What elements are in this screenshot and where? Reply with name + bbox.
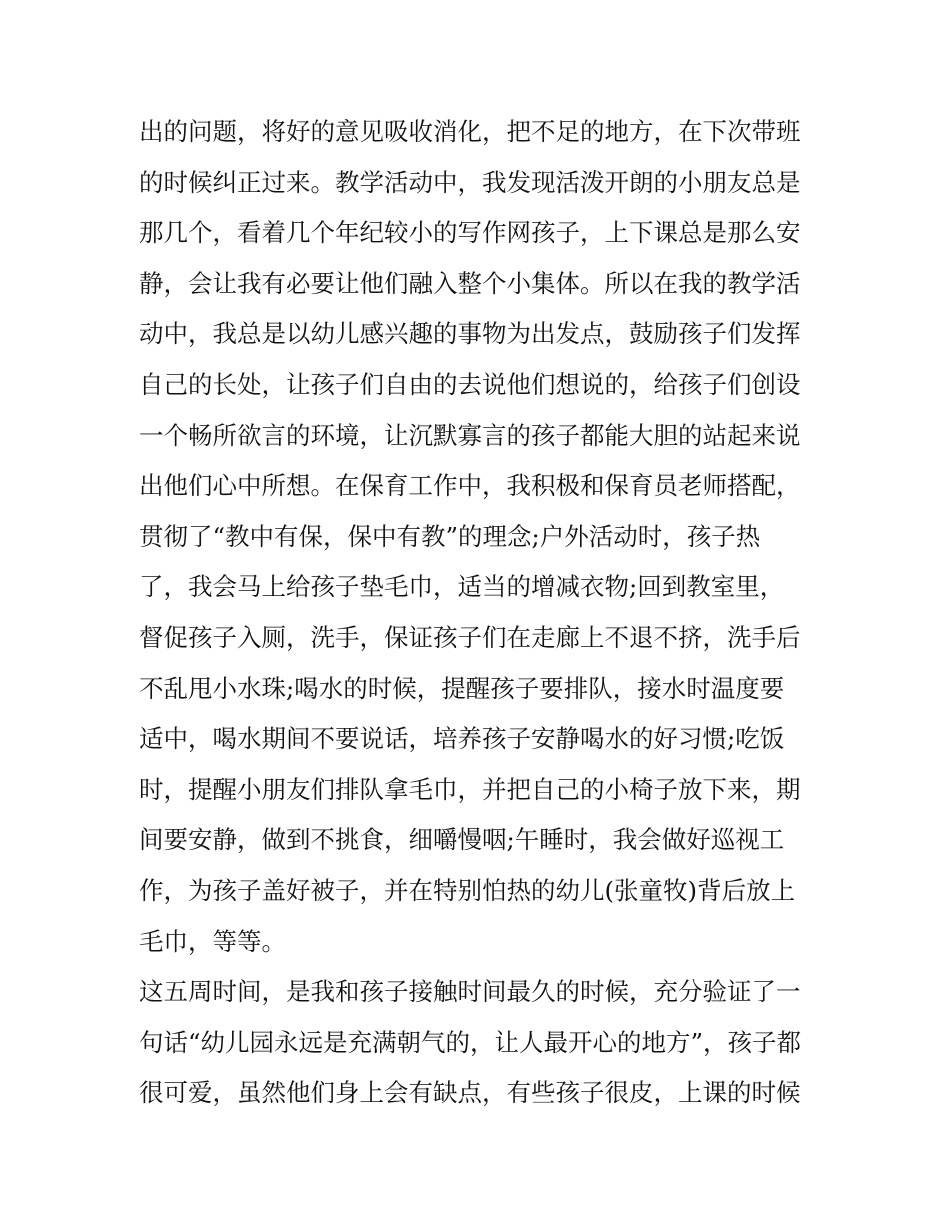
text-line: 出他们心中所想。在保育工作中，我积极和保育员老师搭配，: [139, 471, 801, 501]
text-line: 出的问题，将好的意见吸收消化，把不足的地方，在下次带班: [139, 117, 801, 146]
text-line: 不乱甩小水珠;喝水的时候，提醒孩子要排队，接水时温度要: [139, 673, 785, 703]
text-line: 的时候纠正过来。教学活动中，我发现活泼开朗的小朋友总是: [139, 167, 801, 197]
text-line: 适中，喝水期间不要说话，培养孩子安静喝水的好习惯;吃饭: [139, 724, 785, 754]
text-line: 这五周时间，是我和孩子接触时间最久的时候，充分验证了一: [139, 977, 801, 1007]
text-line: 时，提醒小朋友们排队拿毛巾，并把自己的小椅子放下来，期: [139, 774, 801, 804]
text-line: 那几个，看着几个年纪较小的写作网孩子，上下课总是那么安: [139, 218, 801, 248]
text-line: 一个畅所欲言的环境，让沉默寡言的孩子都能大胆的站起来说: [139, 420, 801, 450]
text-line: 间要安静，做到不挑食，细嚼慢咽;午睡时，我会做好巡视工: [139, 825, 785, 855]
text-line: 督促孩子入厕，洗手，保证孩子们在走廊上不退不挤，洗手后: [139, 622, 801, 652]
text-line: 很可爱，虽然他们身上会有缺点，有些孩子很皮，上课的时候: [139, 1078, 801, 1108]
text-line: 了，我会马上给孩子垫毛巾，适当的增减衣物;回到教室里，: [139, 572, 785, 602]
body-text: [139, 107, 819, 1119]
text-line: 句话“幼儿园永远是充满朝气的，让人最开心的地方”，孩子都: [139, 1027, 802, 1057]
text-line: 贯彻了“教中有保，保中有教”的理念;户外活动时，孩子热: [139, 521, 761, 551]
text-line: 毛巾，等等。: [139, 926, 286, 956]
text-line: 自己的长处，让孩子们自由的去说他们想说的，给孩子们创设: [139, 369, 801, 399]
text-line: 动中，我总是以幼儿感兴趣的事物为出发点，鼓励孩子们发挥: [139, 319, 801, 349]
text-line: 静，会让我有必要让他们融入整个小集体。所以在我的教学活: [139, 268, 801, 298]
text-line: 作，为孩子盖好被子，并在特别怕热的幼儿(张童牧)背后放上: [139, 875, 796, 905]
